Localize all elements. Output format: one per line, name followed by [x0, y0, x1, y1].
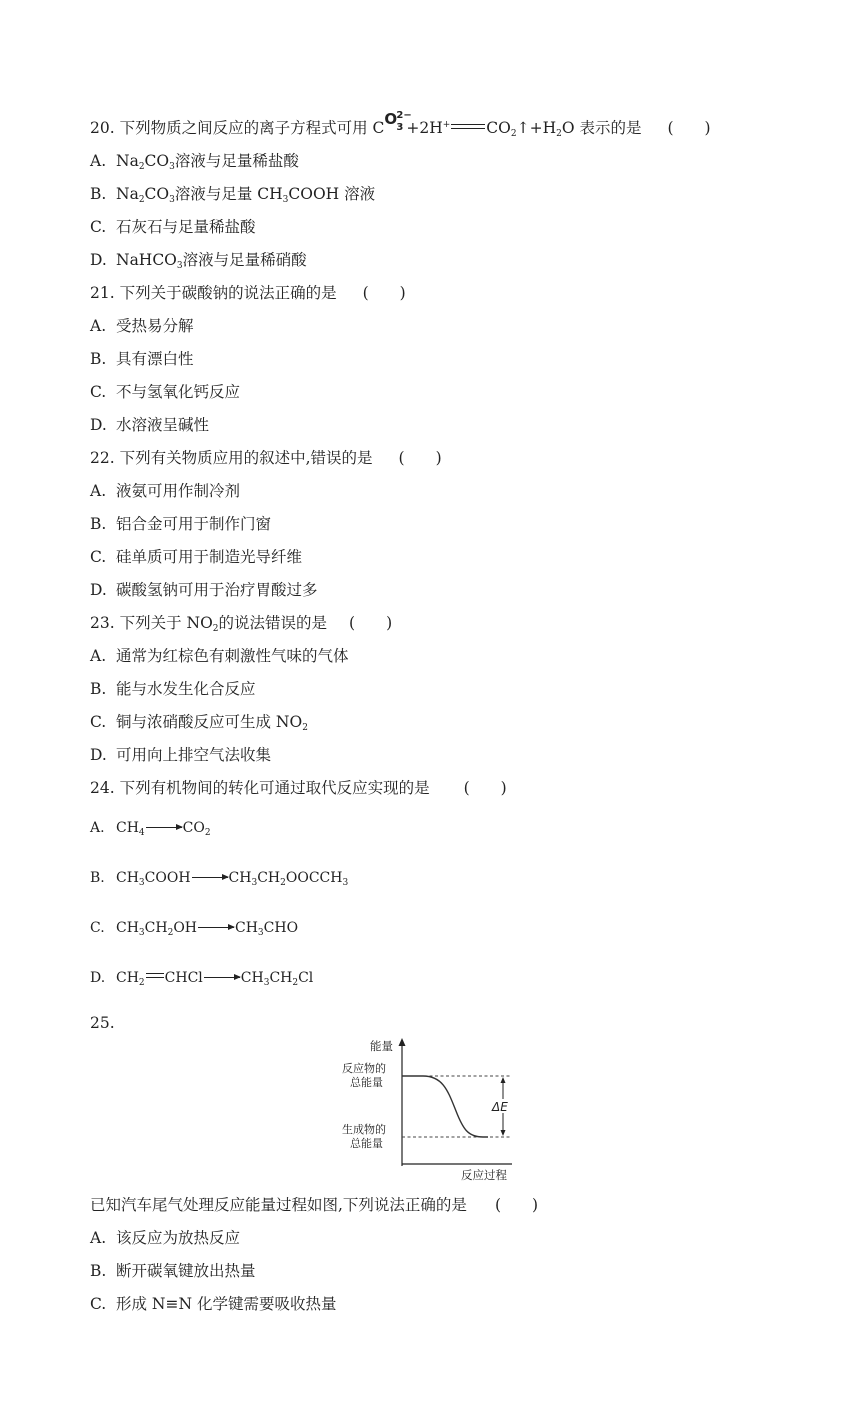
q23-option-c[interactable]: C. 铜与浓硝酸反应可生成 $NO_2$: [90, 713, 308, 733]
q20-text: 20. 下列物质之间反应的离子方程式可用 C: [90, 119, 385, 138]
answer-paren: ( ): [349, 614, 393, 632]
q21-option-a[interactable]: A. 受热易分解: [90, 317, 194, 335]
q20-option-b[interactable]: B. $Na_2CO_3$溶液与足量 $CH_3COOH$ 溶液: [90, 185, 376, 205]
q21-option-c[interactable]: C. 不与氢氧化钙反应: [90, 383, 241, 401]
reaction-arrow-icon: [198, 927, 234, 928]
q23-option-b[interactable]: B. 能与水发生化合反应: [90, 680, 256, 698]
answer-paren: ( ): [398, 449, 442, 467]
q25-option-c[interactable]: C. 形成 N≡N 化学键需要吸收热量: [90, 1295, 337, 1313]
q25-option-b[interactable]: B. 断开碳氧键放出热量: [90, 1262, 256, 1280]
reaction-arrow-icon: [204, 977, 240, 978]
product-label-1: 生成物的: [342, 1123, 386, 1136]
q22-option-c[interactable]: C. 硅单质可用于制造光导纤维: [90, 548, 303, 566]
q21-option-d[interactable]: D. 水溶液呈碱性: [90, 416, 210, 434]
q24-option-b[interactable]: B. $CH_3COOH$ $CH_3CH_2OOCCH_3$: [90, 870, 349, 888]
energy-curve: [402, 1076, 488, 1137]
equals-sign: [451, 124, 485, 129]
q22-option-a[interactable]: A. 液氨可用作制冷剂: [90, 482, 241, 500]
question-25-number: 25.: [90, 1014, 115, 1032]
reactant-label-2: 总能量: [350, 1076, 383, 1089]
answer-paren: ( ): [667, 119, 711, 138]
answer-paren: ( ): [463, 779, 507, 797]
q24-option-d[interactable]: D. $CH_2$ CHCl $CH_3CH_2Cl$: [90, 970, 314, 988]
q24-option-a[interactable]: A. $CH_4$ $CO_2$: [90, 820, 211, 838]
question-25-stem: 已知汽车尾气处理反应能量过程如图,下列说法正确的是 ( ): [90, 1196, 539, 1214]
q20-option-a[interactable]: A. $Na_2CO_3$溶液与足量稀盐酸: [90, 152, 299, 172]
product-label-2: 总能量: [350, 1137, 383, 1150]
question-23-stem: 23. 下列关于 $NO_2$的说法错误的是 ( ): [90, 614, 393, 634]
triple-bond: ≡: [165, 1295, 179, 1313]
q20-option-c[interactable]: C. 石灰石与足量稀盐酸: [90, 218, 256, 236]
q22-option-d[interactable]: D. 碳酸氢钠可用于治疗胃酸过多: [90, 581, 318, 599]
q24-option-c[interactable]: C. $CH_3CH_2OH$ $CH_3CHO$: [90, 920, 299, 938]
q20-option-d[interactable]: D. NaHCO$_3$溶液与足量稀硝酸: [90, 251, 307, 271]
question-22-stem: 22. 下列有关物质应用的叙述中,错误的是 ( ): [90, 449, 442, 467]
delta-arrow-up-icon: [501, 1077, 506, 1083]
y-axis-arrow-icon: [399, 1038, 406, 1046]
double-bond: [146, 973, 164, 978]
reaction-arrow-icon: [146, 827, 182, 828]
x-axis-label: 反应过程: [461, 1168, 507, 1182]
reactant-label-1: 反应物的: [342, 1062, 386, 1075]
carbonate-ion: O 2− 3: [384, 110, 412, 134]
delta-arrow-down-icon: [501, 1130, 506, 1136]
q23-option-d[interactable]: D. 可用向上排空气法收集: [90, 746, 272, 764]
question-24-stem: 24. 下列有机物间的转化可通过取代反应实现的是 ( ): [90, 779, 507, 797]
answer-paren: ( ): [494, 1196, 539, 1214]
answer-paren: ( ): [362, 284, 406, 302]
q25-option-a[interactable]: A. 该反应为放热反应: [90, 1229, 241, 1247]
reaction-arrow-icon: [192, 877, 228, 878]
question-20-stem: 20. 下列物质之间反应的离子方程式可用 C O 2− 3 +2H+ $CO_2↑+H_2O$ 表示的是 ( ): [90, 110, 711, 140]
q22-option-b[interactable]: B. 铝合金可用于制作门窗: [90, 515, 272, 533]
q23-option-a[interactable]: A. 通常为红棕色有刺激性气味的气体: [90, 647, 349, 665]
energy-diagram: [338, 1036, 518, 1184]
question-21-stem: 21. 下列关于碳酸钠的说法正确的是 ( ): [90, 284, 406, 302]
q21-option-b[interactable]: B. 具有漂白性: [90, 350, 194, 368]
y-axis-label: 能量: [370, 1039, 393, 1053]
delta-e-label: ΔE: [492, 1100, 508, 1114]
